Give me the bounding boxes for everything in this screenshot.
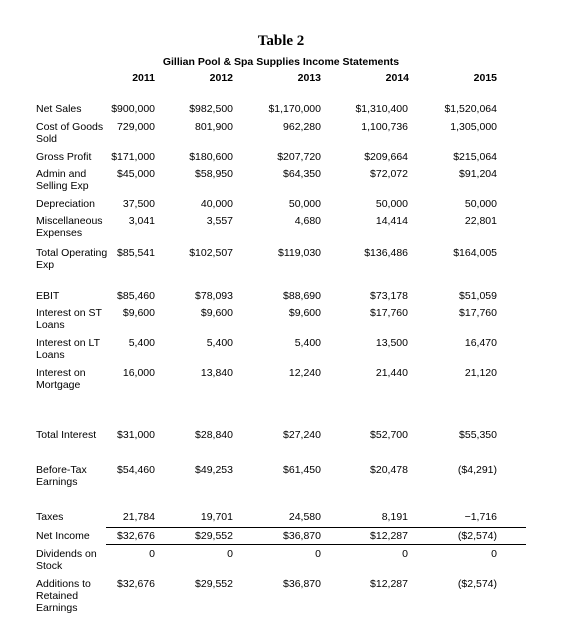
row-label: Total Operating Exp [36, 247, 108, 271]
table-cell: $12,287 [370, 578, 408, 590]
table-cell: $72,072 [370, 168, 408, 180]
row-label: Additions to Retained Earnings [36, 578, 91, 614]
year-header-2015: 2015 [473, 72, 497, 84]
table-cell: 962,280 [283, 121, 321, 133]
table-cell: $27,240 [283, 429, 321, 441]
table-cell: $9,600 [288, 307, 321, 319]
row-label: Cost of Goods Sold [36, 121, 104, 145]
rule-above-dividends [106, 544, 526, 545]
table-cell: 5,400 [128, 337, 155, 349]
table-cell: $54,460 [117, 464, 155, 476]
table-cell: $17,760 [370, 307, 408, 319]
table-cell: 0 [315, 548, 321, 560]
table-cell: $136,486 [364, 247, 408, 259]
table-cell: $51,059 [459, 290, 497, 302]
table-cell: 801,900 [195, 121, 233, 133]
table-cell: $64,350 [283, 168, 321, 180]
table-cell: 1,100,736 [361, 121, 408, 133]
year-header-2011: 2011 [132, 72, 155, 84]
table-cell: ($2,574) [457, 578, 497, 590]
row-label: EBIT [36, 290, 60, 302]
row-label: Before-Tax Earnings [36, 464, 87, 488]
row-label: Net Sales [36, 103, 82, 115]
table-cell: $20,478 [370, 464, 408, 476]
table-cell: −1,716 [464, 511, 497, 523]
table-cell: 50,000 [288, 198, 321, 210]
table-cell: $91,204 [459, 168, 497, 180]
table-cell: 13,840 [200, 367, 233, 379]
year-header-2012: 2012 [209, 72, 233, 84]
table-cell: 0 [227, 548, 233, 560]
table-cell: 19,701 [200, 511, 233, 523]
table-cell: $119,030 [277, 247, 321, 259]
year-header-2014: 2014 [385, 72, 409, 84]
table-cell: $85,541 [117, 247, 155, 259]
row-label: Interest on ST Loans [36, 307, 102, 331]
table-cell: 50,000 [464, 198, 497, 210]
table-cell: $55,350 [459, 429, 497, 441]
table-cell: 16,000 [122, 367, 155, 379]
table-cell: 37,500 [122, 198, 155, 210]
table-cell: $17,760 [459, 307, 497, 319]
table-cell: 0 [402, 548, 408, 560]
table-cell: 14,414 [375, 215, 408, 227]
table-cell: $171,000 [111, 151, 155, 163]
table-cell: 1,305,000 [450, 121, 497, 133]
table-cell: $49,253 [195, 464, 233, 476]
table-subtitle: Gillian Pool & Spa Supplies Income Statements [162, 56, 400, 68]
table-cell: 22,801 [464, 215, 497, 227]
table-cell: $209,664 [364, 151, 408, 163]
table-cell: ($2,574) [457, 530, 497, 542]
table-cell: 21,120 [464, 367, 497, 379]
table-cell: 50,000 [375, 198, 408, 210]
table-cell: $102,507 [189, 247, 233, 259]
table-cell: $45,000 [117, 168, 155, 180]
table-cell: 40,000 [200, 198, 233, 210]
table-cell: 5,400 [206, 337, 233, 349]
table-title: Table 2 [257, 33, 305, 49]
row-label: Admin and Selling Exp [36, 168, 89, 192]
row-label: Miscellaneous Expenses [36, 215, 103, 239]
row-label: Net Income [36, 530, 90, 542]
table-cell: $36,870 [283, 578, 321, 590]
table-cell: 24,580 [288, 511, 321, 523]
table-cell: $9,600 [122, 307, 155, 319]
table-cell: 8,191 [381, 511, 408, 523]
table-cell: $1,310,400 [355, 103, 408, 115]
row-label: Taxes [36, 511, 64, 523]
table-cell: $1,170,000 [268, 103, 321, 115]
table-cell: $9,600 [200, 307, 233, 319]
table-cell: 13,500 [375, 337, 408, 349]
table-cell: 0 [149, 548, 155, 560]
table-cell: 0 [491, 548, 497, 560]
table-cell: $28,840 [195, 429, 233, 441]
table-cell: $982,500 [189, 103, 233, 115]
rule-above-net-income [106, 527, 526, 528]
table-cell: $31,000 [117, 429, 155, 441]
table-cell: $12,287 [370, 530, 408, 542]
table-cell: $32,676 [117, 530, 155, 542]
row-label: Depreciation [36, 198, 95, 210]
row-label: Total Interest [36, 429, 97, 441]
table-cell: 5,400 [294, 337, 321, 349]
table-cell: ($4,291) [457, 464, 497, 476]
table-cell: $88,690 [283, 290, 321, 302]
table-cell: 16,470 [464, 337, 497, 349]
table-cell: $85,460 [117, 290, 155, 302]
table-cell: $73,178 [370, 290, 408, 302]
table-cell: $29,552 [195, 578, 233, 590]
table-cell: 3,557 [206, 215, 233, 227]
table-cell: 12,240 [288, 367, 321, 379]
table-cell: $164,005 [453, 247, 497, 259]
row-label: Interest on Mortgage [36, 367, 86, 391]
table-cell: $29,552 [195, 530, 233, 542]
table-cell: $207,720 [277, 151, 321, 163]
row-label: Gross Profit [36, 151, 92, 163]
row-label: Interest on LT Loans [36, 337, 100, 361]
table-cell: $52,700 [370, 429, 408, 441]
table-cell: $900,000 [111, 103, 155, 115]
table-cell: $180,600 [189, 151, 233, 163]
table-cell: $36,870 [283, 530, 321, 542]
table-cell: $58,950 [195, 168, 233, 180]
table-cell: 729,000 [117, 121, 155, 133]
table-cell: 3,041 [128, 215, 155, 227]
table-cell: $78,093 [195, 290, 233, 302]
table-cell: 4,680 [294, 215, 321, 227]
year-header-2013: 2013 [297, 72, 321, 84]
table-cell: $1,520,064 [444, 103, 497, 115]
table-cell: $32,676 [117, 578, 155, 590]
row-label: Dividends on Stock [36, 548, 97, 572]
table-cell: 21,784 [122, 511, 155, 523]
table-cell: $61,450 [283, 464, 321, 476]
table-cell: $215,064 [453, 151, 497, 163]
table-cell: 21,440 [375, 367, 408, 379]
